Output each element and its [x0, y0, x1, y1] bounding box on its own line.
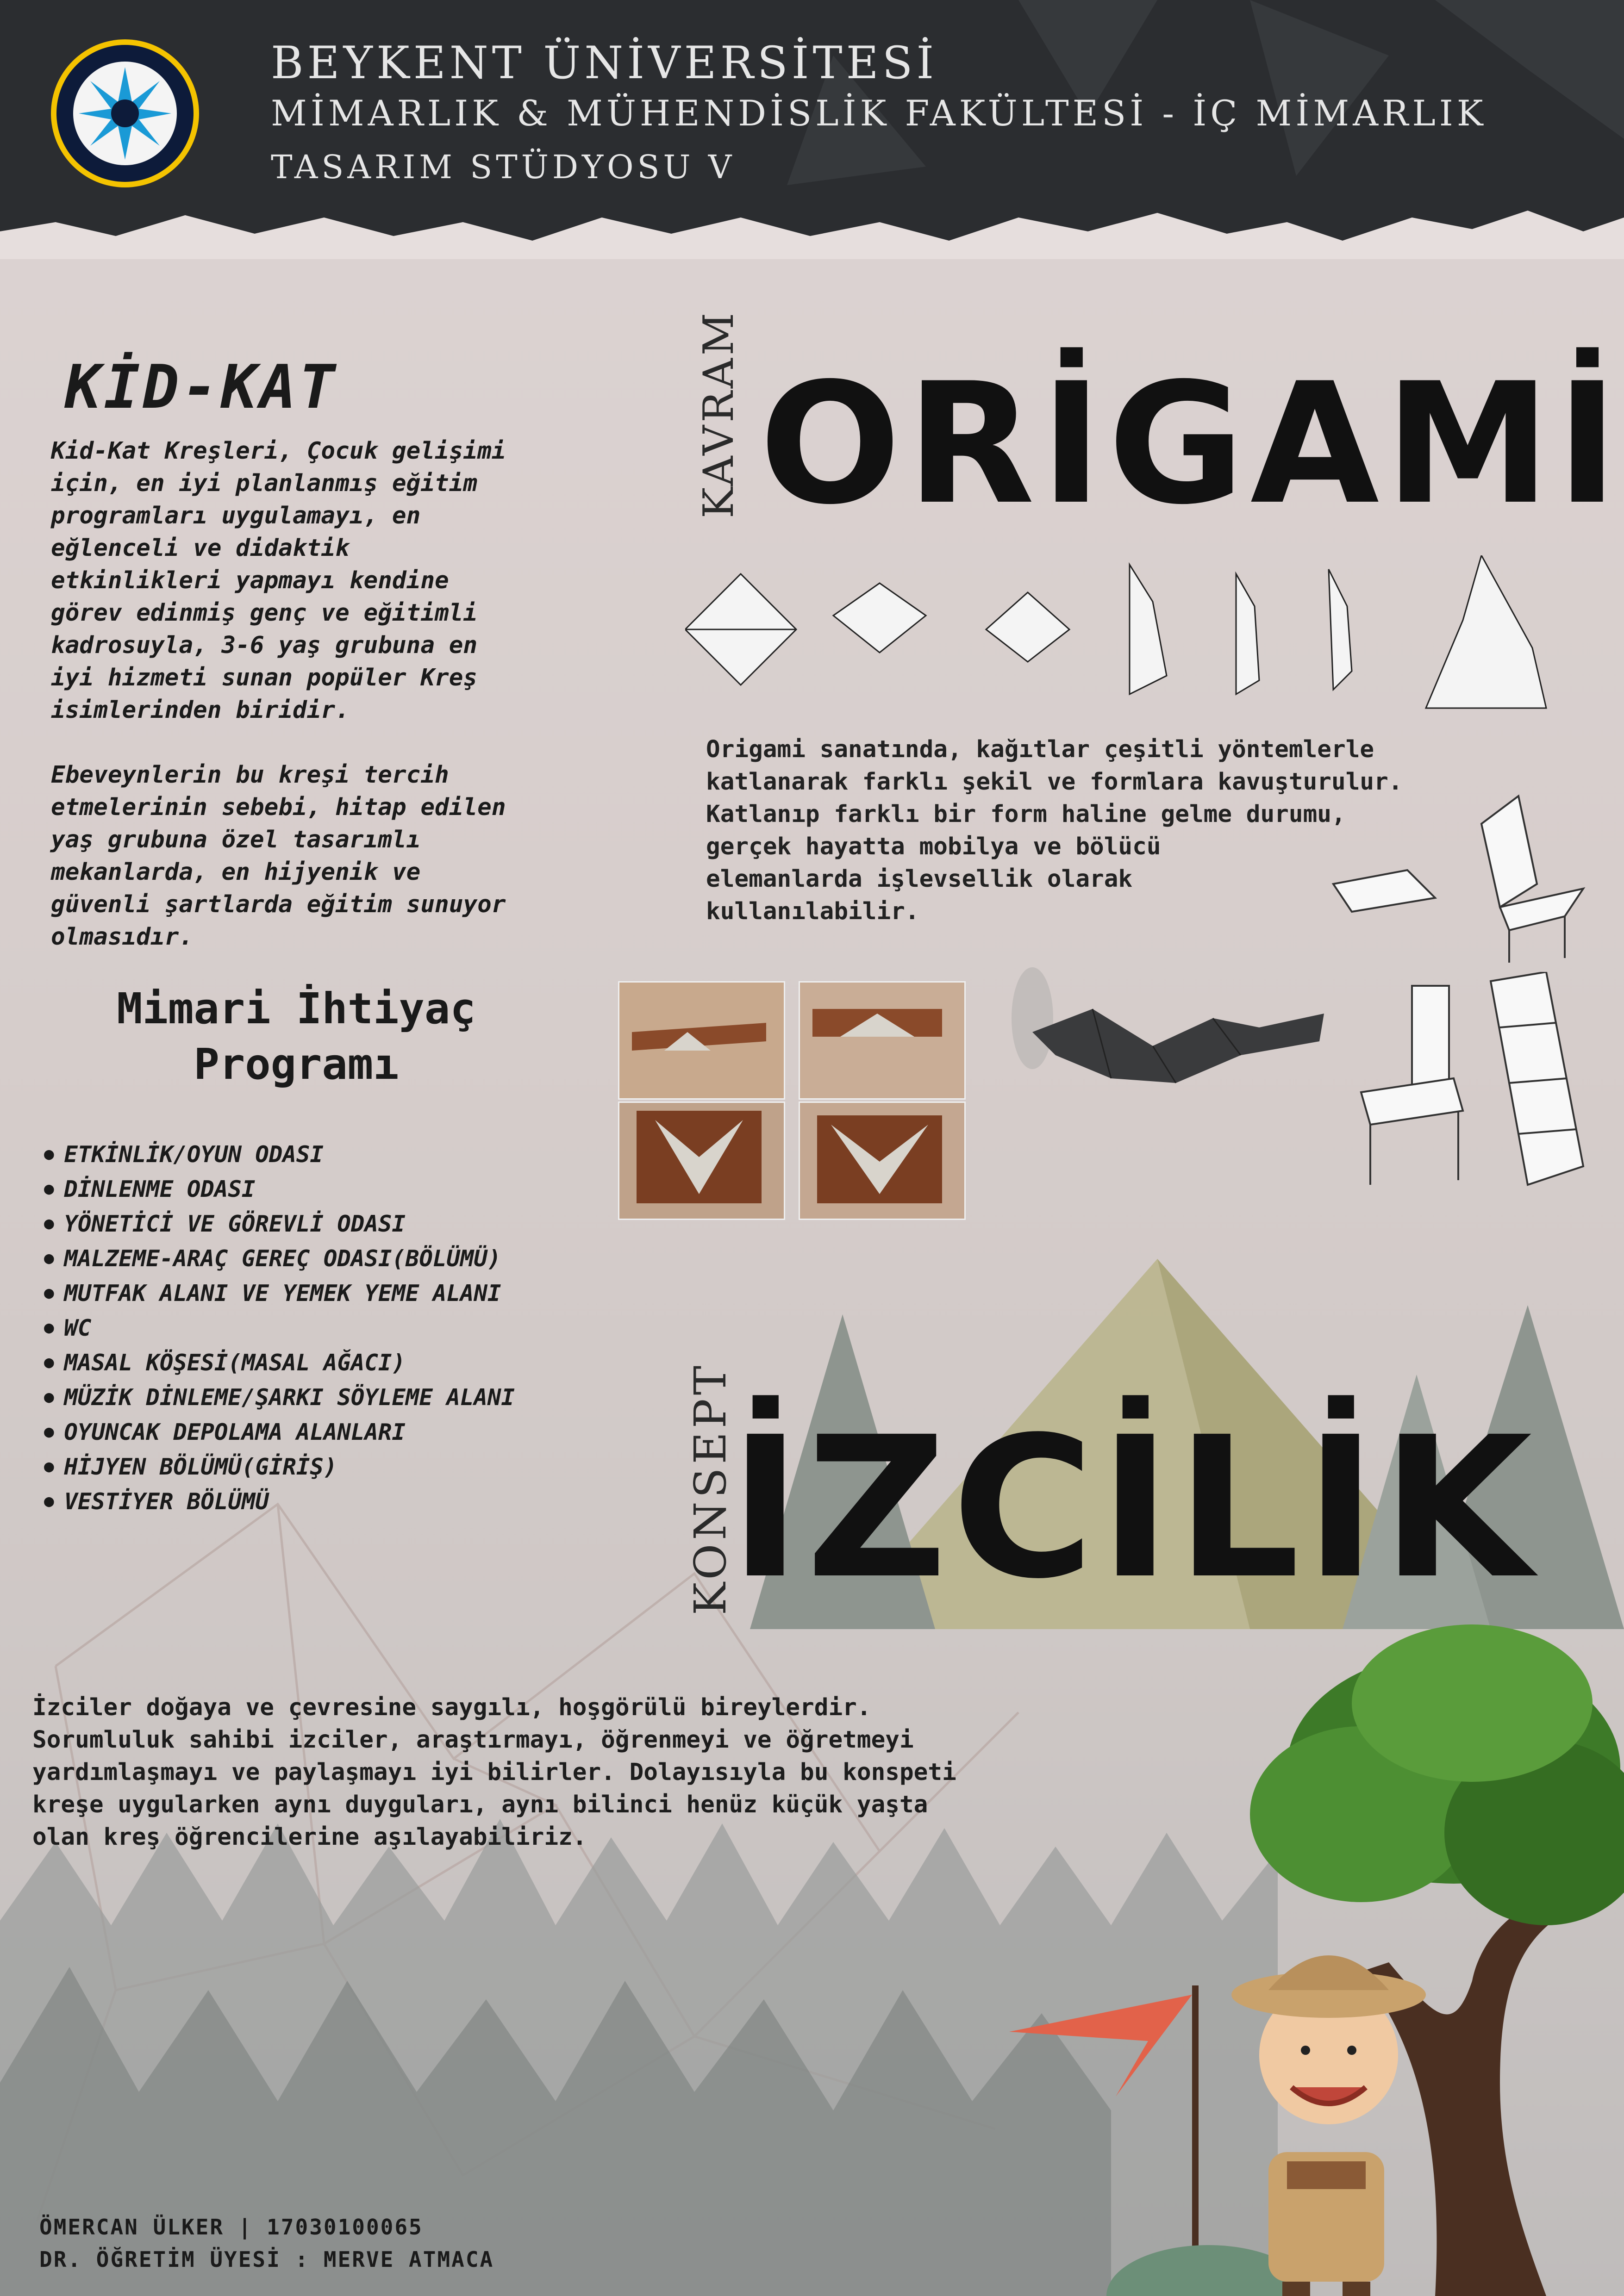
ladder-chair-sketch: [1352, 972, 1611, 1203]
requirements-list: [44, 1139, 515, 1520]
requirements-title: Mimari İhtiyaç Programı: [117, 984, 476, 1089]
origami-description: Origami sanatında, kağıtlar çeşitli yöntemlerle katlanarak farklı şekil ve formlara kavuşturulur. Katlanıp farklı bir form haline gelme durumu, gerçek hayatta mobilya ve bölücü elemanlarda işlevsellik olarak kullanılabilir.: [706, 736, 1403, 925]
list-item: ● MUTFAK ALANI VE YEMEK YEME ALANI: [44, 1277, 515, 1312]
scout-character-illustration: [1009, 1902, 1426, 2296]
furniture-photo-shapes: [618, 981, 963, 1217]
list-item: ● YÖNETİCİ VE GÖREVLİ ODASI: [44, 1208, 515, 1243]
izcilik-title: İZCİLİK: [729, 1395, 1537, 1622]
kidkat-title: KİD-KAT: [65, 352, 338, 422]
list-item: ● ETKİNLİK/OYUN ODASI: [44, 1139, 515, 1173]
origami-bench-sketch: [1000, 963, 1333, 1129]
list-item: ● VESTİYER BÖLÜMÜ: [44, 1486, 515, 1520]
izcilik-label: KONSEPT: [685, 1362, 736, 1615]
folding-chair-sketch: [1324, 778, 1593, 963]
origami-folding-steps-diagram: [685, 555, 1555, 713]
list-item: ● MALZEME-ARAÇ GEREÇ ODASI(BÖLÜMÜ): [44, 1243, 515, 1277]
list-item: ● WC: [44, 1312, 515, 1347]
student-credit: ÖMERCAN ÜLKER | 17030100065: [39, 2215, 423, 2240]
kidkat-paragraph-2: Ebeveynlerin bu kreşi tercih etmelerinin sebebi, hitap edilen yaş grubuna özel tasarımlı mekanlarda, en hijyenik ve güvenli şartlarda eğitim sunuyor olmasıdır.: [51, 761, 506, 951]
origami-title: ORİGAMİ: [759, 347, 1624, 541]
list-item: ● HİJYEN BÖLÜMÜ(GİRİŞ): [44, 1451, 515, 1486]
advisor-credit: DR. ÖĞRETİM ÜYESİ : MERVE ATMACA: [39, 2247, 494, 2272]
list-item: ● OYUNCAK DEPOLAMA ALANLARI: [44, 1416, 515, 1451]
university-logo: [49, 37, 201, 190]
faculty-name: MİMARLIK & MÜHENDİSLİK FAKÜLTESİ - İÇ MİMARLIK: [271, 93, 1487, 134]
university-name: BEYKENT ÜNİVERSİTESİ: [271, 37, 938, 89]
list-item: ● MASAL KÖŞESİ(MASAL AĞACI): [44, 1347, 515, 1381]
kidkat-paragraph-1: Kid-Kat Kreşleri, Çocuk gelişimi için, en iyi planlanmış eğitim programları uygulamayı, en eğlenceli ve didaktik etkinlikleri yapmayı kendine görev edinmiş genç ve eğitimli kadrosuyla, 3-6 yaş grubuna en iyi hizmeti sunan popüler Kreş isimlerinden biridir.: [51, 437, 506, 724]
list-item: ● MÜZİK DİNLEME/ŞARKI SÖYLEME ALANI: [44, 1381, 515, 1416]
origami-label: KAVRAM: [694, 310, 743, 518]
course-name: TASARIM STÜDYOSU V: [271, 148, 736, 186]
izcilik-description: İzciler doğaya ve çevresine saygılı, hoşgörülü bireylerdir. Sorumluluk sahibi izciler, araştırmayı, öğrenmeyi ve öğretmeyi yardımlaşmayı ve paylaşmayı iyi bilirler. Dolayısıyla bu konspeti kreşe uygularken aynı duyguları, aynı bilinci henüz küçük yaşta olan kreş öğrencilerine aşılayabiliriz.: [32, 1694, 956, 1851]
list-item: ● DİNLENME ODASI: [44, 1173, 515, 1208]
